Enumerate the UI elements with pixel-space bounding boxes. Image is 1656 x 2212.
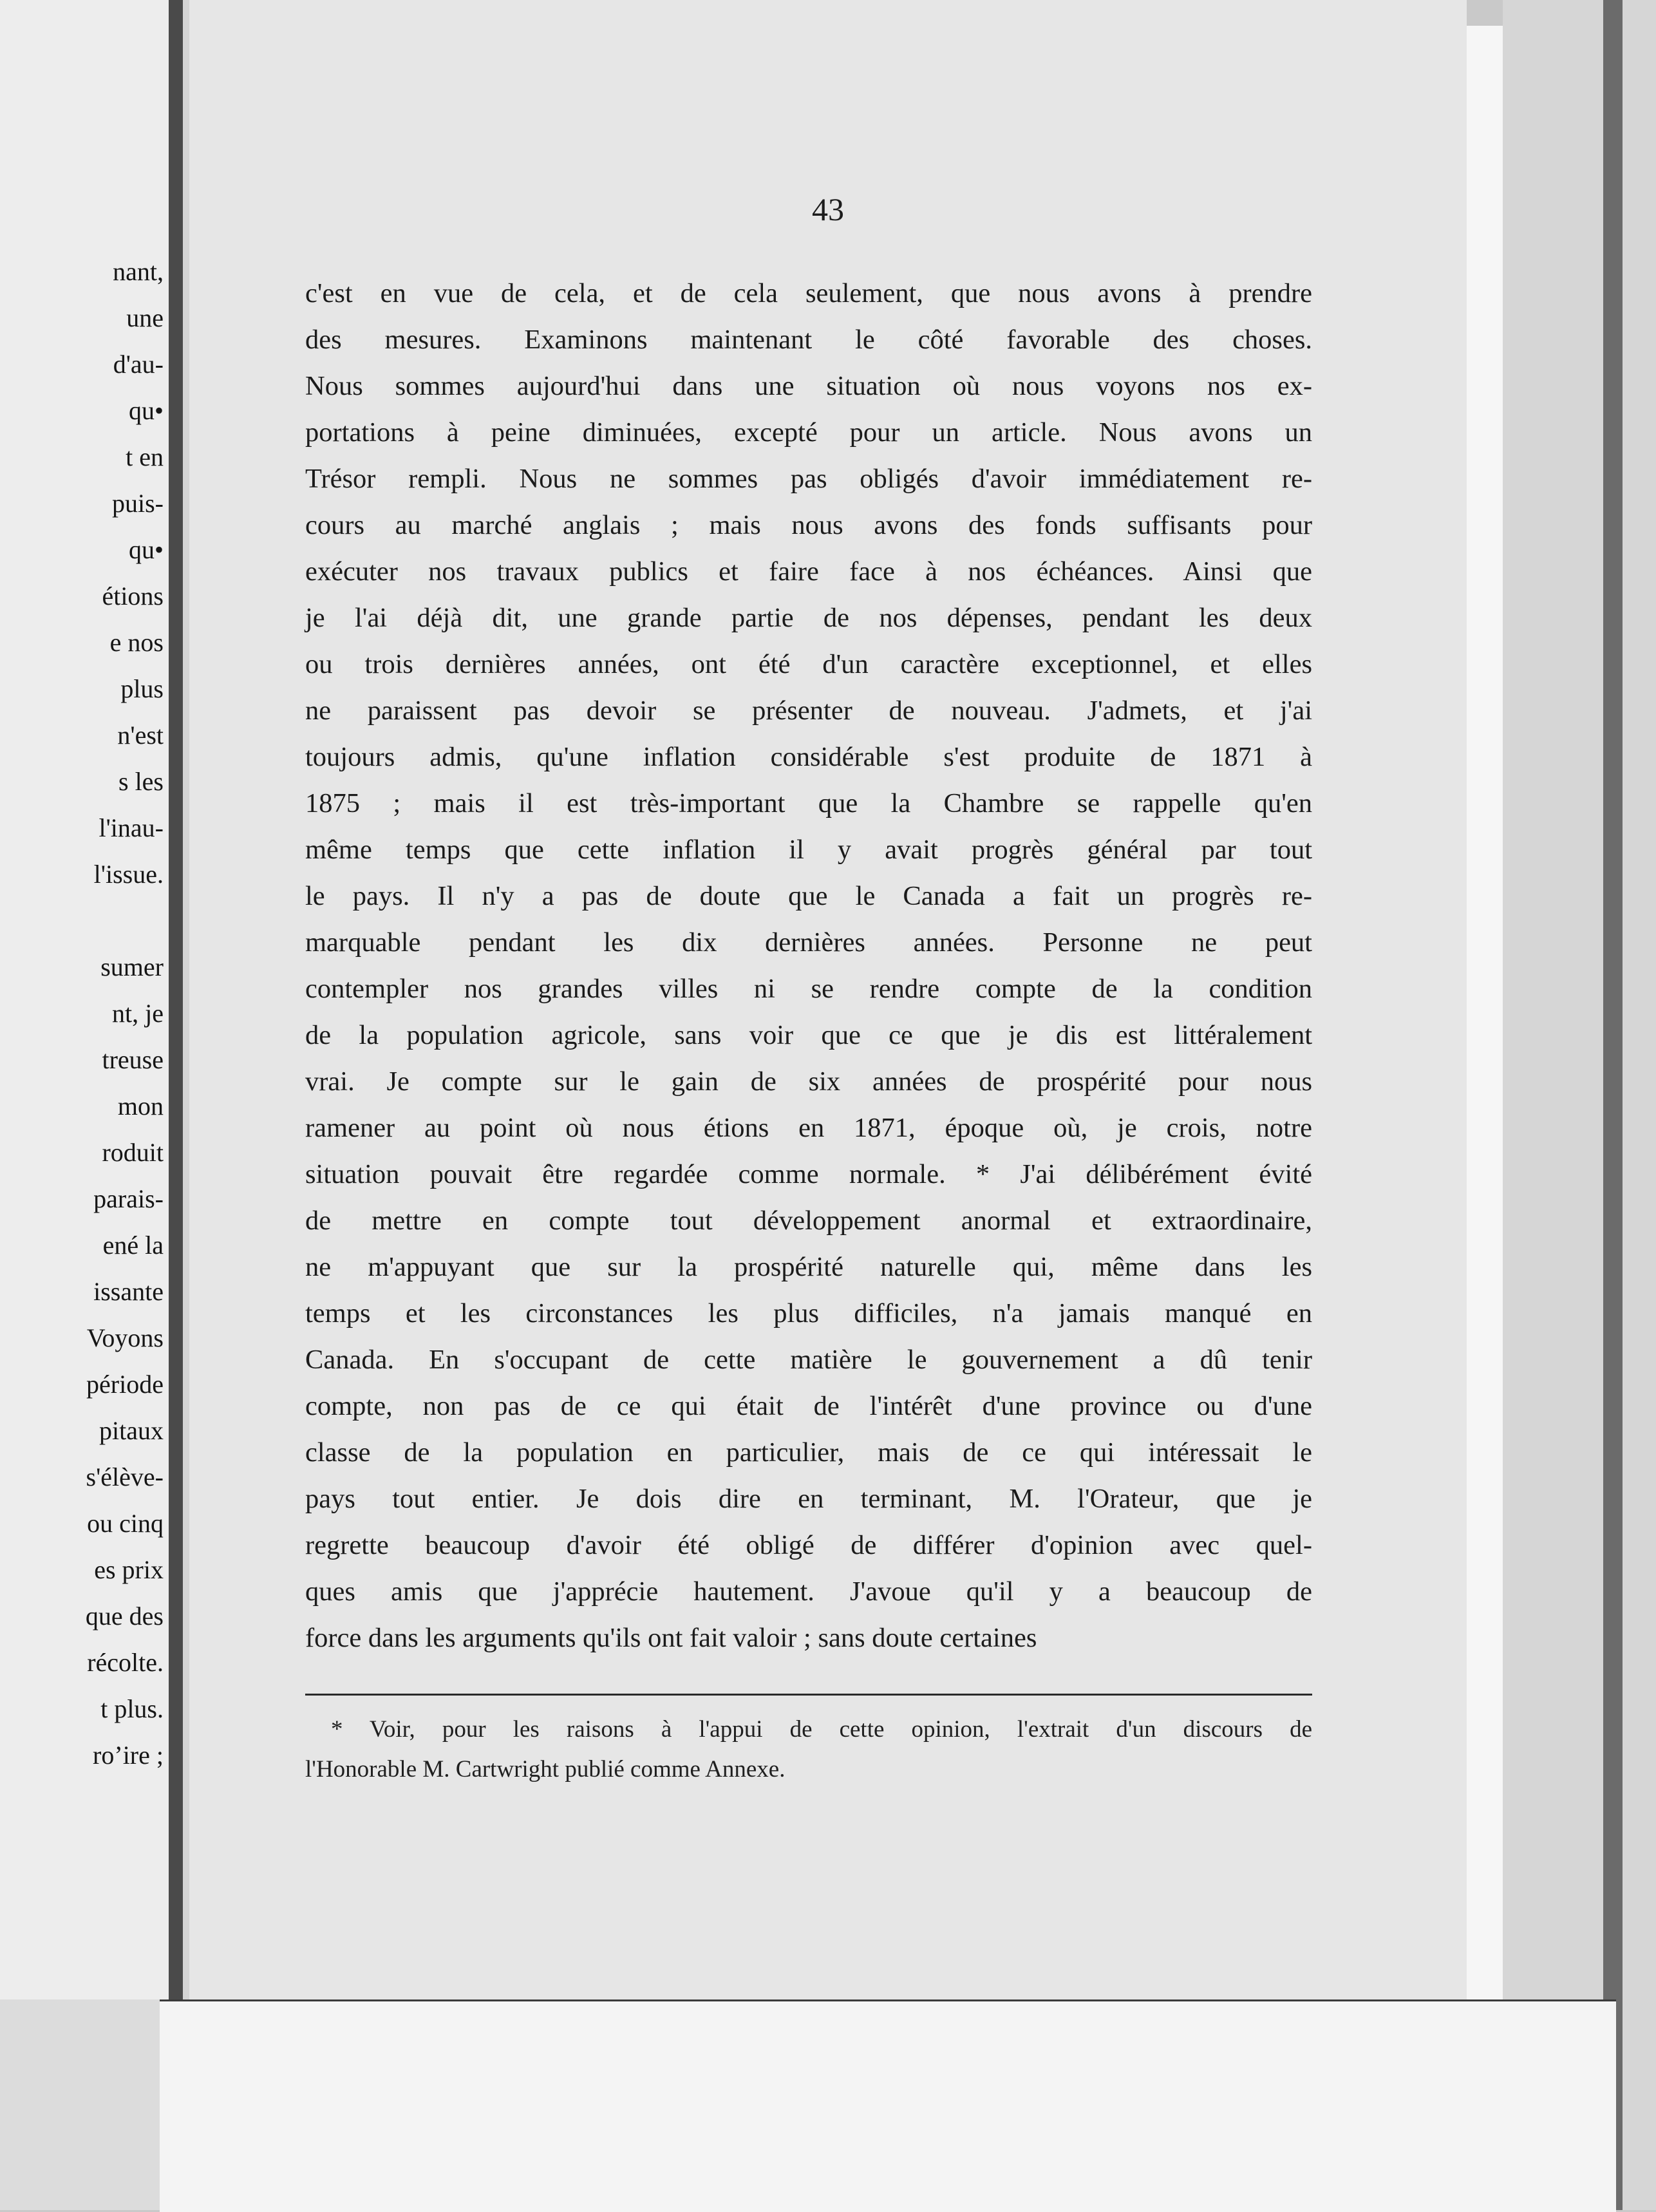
left-page-fragment: ené la <box>102 1231 164 1260</box>
left-page-fragment: ou cinq <box>87 1509 164 1538</box>
left-page-fragment: s'élève- <box>86 1462 164 1491</box>
body-line: classe de la population en particulier, mais de ce qui intéressait le <box>305 1437 1312 1468</box>
left-page-fragment: que des <box>85 1602 164 1631</box>
body-line: Trésor rempli. Nous ne sommes pas obligés d'avoir immédiatement re- <box>305 464 1312 494</box>
bottom-left-margin <box>0 1999 169 2210</box>
left-page-fragment: d'au- <box>113 350 164 379</box>
left-page-fragment: nant, <box>113 257 164 286</box>
footnote-line: l'Honorable M. Cartwright publié comme Annexe. <box>305 1756 786 1782</box>
left-page-edge <box>0 0 169 2210</box>
left-page-fragment: puis- <box>112 489 164 518</box>
body-line: temps et les circonstances les plus difficiles, n'a jamais manqué en <box>305 1298 1312 1328</box>
body-line: regrette beaucoup d'avoir été obligé de différer d'opinion avec quel- <box>305 1530 1312 1560</box>
left-page-fragment: parais- <box>93 1184 164 1213</box>
body-line: toujours admis, qu'une inflation considérable s'est produite de 1871 à <box>305 742 1312 772</box>
body-line: 1875 ; mais il est très-important que la Chambre se rappelle qu'en <box>305 788 1312 818</box>
bottom-sheet <box>160 1999 1616 2212</box>
left-page-fragment: mon <box>117 1092 164 1120</box>
footnote <box>305 1710 1312 1790</box>
gutter-edge <box>183 0 189 2210</box>
body-line: Nous sommes aujourd'hui dans une situation où nous voyons nos ex- <box>305 371 1312 401</box>
left-page-fragment: es prix <box>94 1555 164 1584</box>
body-line: c'est en vue de cela, et de cela seulement, que nous avons à prendre <box>305 278 1312 308</box>
body-line: ramener au point où nous étions en 1871, époque où, je crois, notre <box>305 1113 1312 1143</box>
page-edge <box>1467 26 1503 2022</box>
body-line: exécuter nos travaux publics et faire face à nos échéances. Ainsi que <box>305 556 1312 587</box>
left-page-fragment: roduit <box>102 1138 164 1167</box>
body-line: marquable pendant les dix dernières années. Personne ne peut <box>305 927 1312 958</box>
body-line: ou trois dernières années, ont été d'un caractère exceptionnel, et elles <box>305 649 1312 679</box>
body-line: ques amis que j'apprécie hautement. J'avoue qu'il y a beaucoup de <box>305 1576 1312 1607</box>
footnote-rule <box>305 1694 1312 1696</box>
body-line: compte, non pas de ce qui était de l'intérêt d'une province ou d'une <box>305 1391 1312 1421</box>
body-line: même temps que cette inflation il y avait progrès général par tout <box>305 835 1312 865</box>
body-line: vrai. Je compte sur le gain de six années de prospérité pour nous <box>305 1066 1312 1097</box>
left-page-fragment: t en <box>126 442 164 471</box>
body-line: de la population agricole, sans voir que ce que je dis est littéralement <box>305 1020 1312 1050</box>
body-line: contempler nos grandes villes ni se rendre compte de la condition <box>305 974 1312 1004</box>
body-line: force dans les arguments qu'ils ont fait valoir ; sans doute certaines <box>305 1623 1037 1653</box>
left-page-fragment: e nos <box>109 628 164 657</box>
left-page-fragment: une <box>126 303 164 332</box>
right-page-stack <box>1503 0 1656 2210</box>
body-line: ne m'appuyant que sur la prospérité naturelle qui, même dans les <box>305 1252 1312 1282</box>
body-line: des mesures. Examinons maintenant le côté favorable des choses. <box>305 325 1312 355</box>
body-line: je l'ai déjà dit, une grande partie de nos dépenses, pendant les deux <box>305 603 1312 633</box>
left-page-fragment: n'est <box>117 721 164 750</box>
left-page-fragment: issante <box>93 1277 164 1306</box>
left-page-fragment: étions <box>102 581 164 610</box>
body-line: situation pouvait être regardée comme normale. * J'ai délibérément évité <box>305 1159 1312 1189</box>
body-line: le pays. Il n'y a pas de doute que le Canada a fait un progrès re- <box>305 881 1312 911</box>
body-text <box>305 270 1312 1661</box>
left-page-fragment: pitaux <box>99 1416 164 1445</box>
left-page-fragment: récolte. <box>87 1648 164 1677</box>
left-page-fragment: treuse <box>102 1045 164 1074</box>
left-page-fragment: qu• <box>128 535 164 564</box>
body-line: ne paraissent pas devoir se présenter de nouveau. J'admets, et j'ai <box>305 695 1312 726</box>
left-page-fragment: plus <box>120 674 164 703</box>
body-line: portations à peine diminuées, excepté pour un article. Nous avons un <box>305 417 1312 448</box>
left-page-fragment: l'issue. <box>93 860 164 889</box>
left-page-fragment: l'inau- <box>99 813 164 842</box>
left-page-fragment: s les <box>118 767 164 796</box>
body-line: pays tout entier. Je dois dire en terminant, M. l'Orateur, que je <box>305 1484 1312 1514</box>
left-page-fragment: t plus. <box>100 1694 164 1723</box>
left-page-fragment: Voyons <box>86 1323 164 1352</box>
book-gutter <box>169 0 183 2210</box>
footnote-line: * Voir, pour les raisons à l'appui de cette opinion, l'extrait d'un discours de <box>331 1716 1312 1743</box>
body-line: cours au marché anglais ; mais nous avons des fonds suffisants pour <box>305 510 1312 540</box>
left-page-fragment: sumer <box>100 952 164 981</box>
left-page-fragment: ro’ire ; <box>93 1741 164 1770</box>
body-line: Canada. En s'occupant de cette matière le gouvernement a dû tenir <box>305 1345 1312 1375</box>
left-page-fragment <box>0 902 169 940</box>
left-page-fragment: nt, je <box>112 999 164 1028</box>
book-cover-edge <box>1603 0 1623 2210</box>
left-page-fragment: période <box>86 1370 164 1399</box>
page-number: 43 <box>812 191 844 227</box>
left-page-fragment: qu• <box>128 396 164 425</box>
body-line: de mettre en compte tout développement anormal et extraordinaire, <box>305 1205 1312 1236</box>
